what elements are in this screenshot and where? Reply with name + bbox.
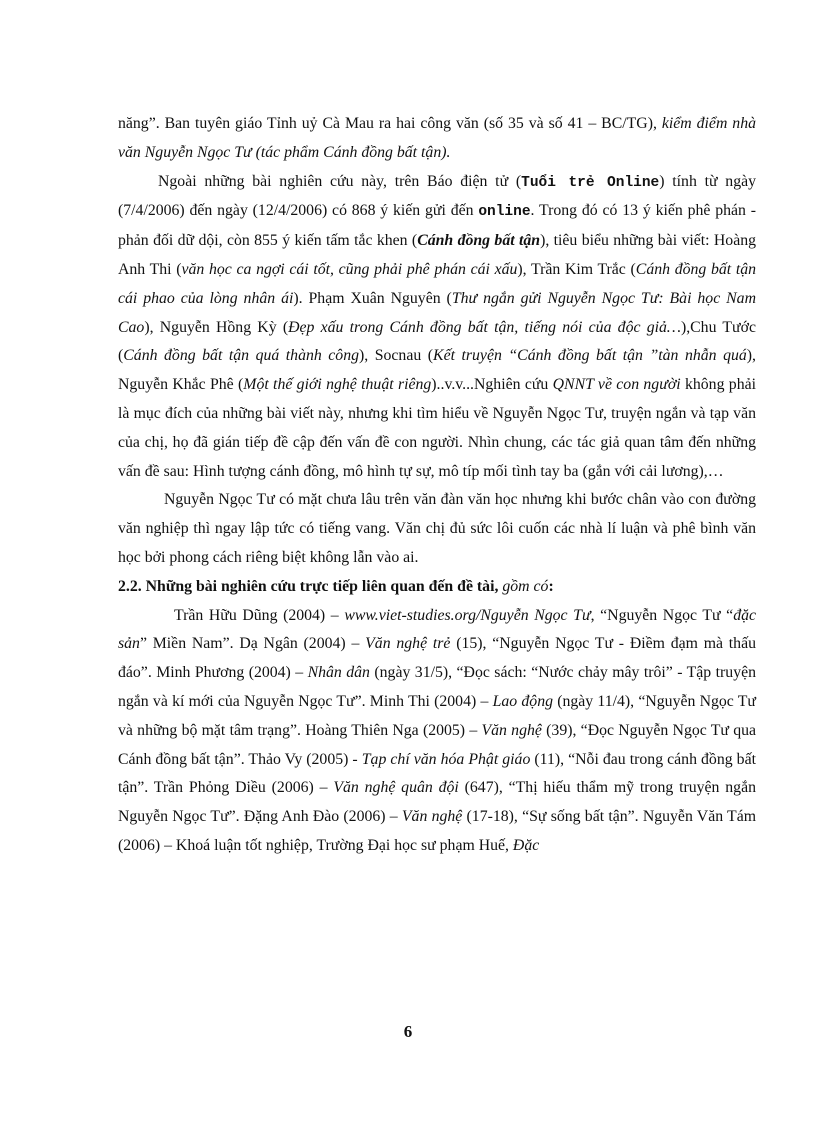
text-segment: (15), “Nguyễn Ngọc Tư - Điềm đạm mà thấu đáo”. Minh Phương (2004) – xyxy=(118,635,756,682)
text-segment: ) tính từ ngày (7/4/2006) đến ngày (12/4/2006) có 868 ý kiến gửi đến xyxy=(118,172,756,220)
text-segment: Ngoài những bài nghiên cứu này, trên Báo điện tử ( xyxy=(158,172,522,190)
text-segment: , “Nguyễn Ngọc Tư “ xyxy=(590,606,734,624)
references-text xyxy=(118,602,756,861)
text-segment: kiểm điểm nhà văn Nguyễn Ngọc Tư (tác phẩm Cánh đồng bất tận). xyxy=(118,115,756,161)
text-segment: Trần Hữu Dũng (2004) – xyxy=(174,606,345,624)
text-segment: Cánh đồng bất tận cái phao của lòng nhân ái xyxy=(118,260,757,307)
section-heading xyxy=(118,573,756,602)
paragraph xyxy=(118,486,756,572)
text-segment: Đặc xyxy=(512,836,540,854)
text-segment: Cánh đồng bất tận xyxy=(417,232,541,250)
text-segment: (17-18), “Sự sống bất tận”. Nguyễn Văn Tám (2006) – Khoá luận tốt nghiệp, Trường Đại học sư phạm Huế, xyxy=(118,808,757,854)
section-heading-tail: : xyxy=(548,577,554,595)
text-segment: (11), “Nỗi đau trong cánh đồng bất tận”. Trần Phỏng Diều (2006) – xyxy=(118,750,756,797)
text-segment: Cánh đồng bất tận quá thành công xyxy=(123,347,359,365)
section-heading-main: 2.2. Những bài nghiên cứu trực tiếp liên quan đến đề tài, xyxy=(118,577,503,595)
text-segment: Tạp chí văn hóa Phật giáo xyxy=(361,750,531,768)
text-segment: . Trong đó có 13 ý kiến phê phán - phản đối dữ dội, còn 855 ý kiến tấm tắc khen ( xyxy=(118,202,756,250)
text-segment: (ngày 31/5), “Đọc sách: “Nước chảy mây trôi” - Tập truyện ngắn và kí mới của Nguyễn Ngọc Tư”. Minh Thi (2004) – xyxy=(118,664,756,710)
text-segment: (39), “Đọc Nguyễn Ngọc Tư qua Cánh đồng bất tận”. Thảo Vy (2005) - xyxy=(118,721,757,768)
text-segment: Thư ngắn gửi Nguyễn Ngọc Tư: Bài học Nam Cao xyxy=(118,289,756,336)
text-segment: ” Miền Nam”. Dạ Ngân (2004) – xyxy=(139,635,366,653)
text-segment: Văn nghệ xyxy=(481,721,542,739)
text-segment: không phải là mục đích của những bài viết này, nhưng khi tìm hiểu về Nguyễn Ngọc Tư, truyện ngắn và tạp văn của chị, họ đã gián tiếp đề cập đến vấn đề con người. Nhìn chung, các tác giả quan tâm đến những vấn đề sau: Hình tượng cánh đồng, mô hình tự sự, mô típ mối tình tay ba (gắn với cải lương),… xyxy=(118,376,756,480)
text-segment: Kết truyện “Cánh đồng bất tận ”tàn nhẫn quá xyxy=(433,347,747,365)
text-segment: Lao động xyxy=(492,692,553,710)
text-segment: ), Trần Kim Trắc ( xyxy=(517,260,636,278)
text-segment: Văn nghệ xyxy=(401,808,463,826)
text-segment: Nguyễn Ngọc Tư có mặt chưa lâu trên văn đàn văn học nhưng khi bước chân vào con đường văn nghiệp thì ngay lập tức có tiếng vang. Văn chị đủ sức lôi cuốn các nhà lí luận và phê bình văn học bởi phong cách riêng biệt không lẫn vào ai. xyxy=(118,491,756,566)
text-segment: Một thế giới nghệ thuật riêng xyxy=(243,376,432,394)
text-segment: (ngày 11/4), “Nguyễn Ngọc Tư và những bộ mặt tâm trạng”. Hoàng Thiên Nga (2005) – xyxy=(118,692,756,739)
text-segment: ), Nguyễn Hồng Kỳ ( xyxy=(144,318,289,336)
text-segment: văn học ca ngợi cái tốt, cũng phải phê phán cái xấu xyxy=(181,260,518,278)
text-segment: Văn nghệ trẻ xyxy=(365,635,451,653)
text-segment: ), Nguyễn Khắc Phê ( xyxy=(118,347,756,394)
text-segment: Nhân dân xyxy=(307,664,370,682)
page-number: 6 xyxy=(403,1022,413,1041)
text-segment: ), tiêu biểu những bài viết: Hoàng Anh Thi ( xyxy=(118,232,757,278)
section-heading-emphasis: gồm có xyxy=(502,577,549,595)
text-segment: )..v.v...Nghiên cứu xyxy=(431,376,553,394)
text-segment: Tuổi trẻ Online xyxy=(521,174,660,191)
intro-paragraphs xyxy=(118,110,756,573)
references-paragraph xyxy=(118,602,756,861)
text-segment: www.viet-studies.org/Nguyễn Ngọc Tư xyxy=(344,606,591,624)
text-segment: ), Socnau ( xyxy=(359,347,434,365)
paragraph xyxy=(118,110,756,168)
paragraph xyxy=(118,168,756,487)
text-segment: (647), “Thị hiếu thẩm mỹ trong truyện ngắn Nguyễn Ngọc Tư”. Đặng Anh Đào (2006) – xyxy=(118,779,756,826)
text-segment: ),Chu Tước ( xyxy=(118,318,756,365)
document-body xyxy=(118,110,756,861)
text-segment: ). Phạm Xuân Nguyên ( xyxy=(293,289,452,307)
text-segment: online xyxy=(478,204,531,221)
text-segment: QNNT về con người xyxy=(552,376,681,394)
text-segment: Văn nghệ quân đội xyxy=(333,779,459,797)
text-segment: Đẹp xấu trong Cánh đồng bất tận, tiếng nói của độc giả… xyxy=(288,318,681,336)
text-segment: đặc sản xyxy=(118,606,756,653)
text-segment: năng”. Ban tuyên giáo Tỉnh uỷ Cà Mau ra hai công văn (số 35 và số 41 – BC/TG), xyxy=(118,115,662,132)
